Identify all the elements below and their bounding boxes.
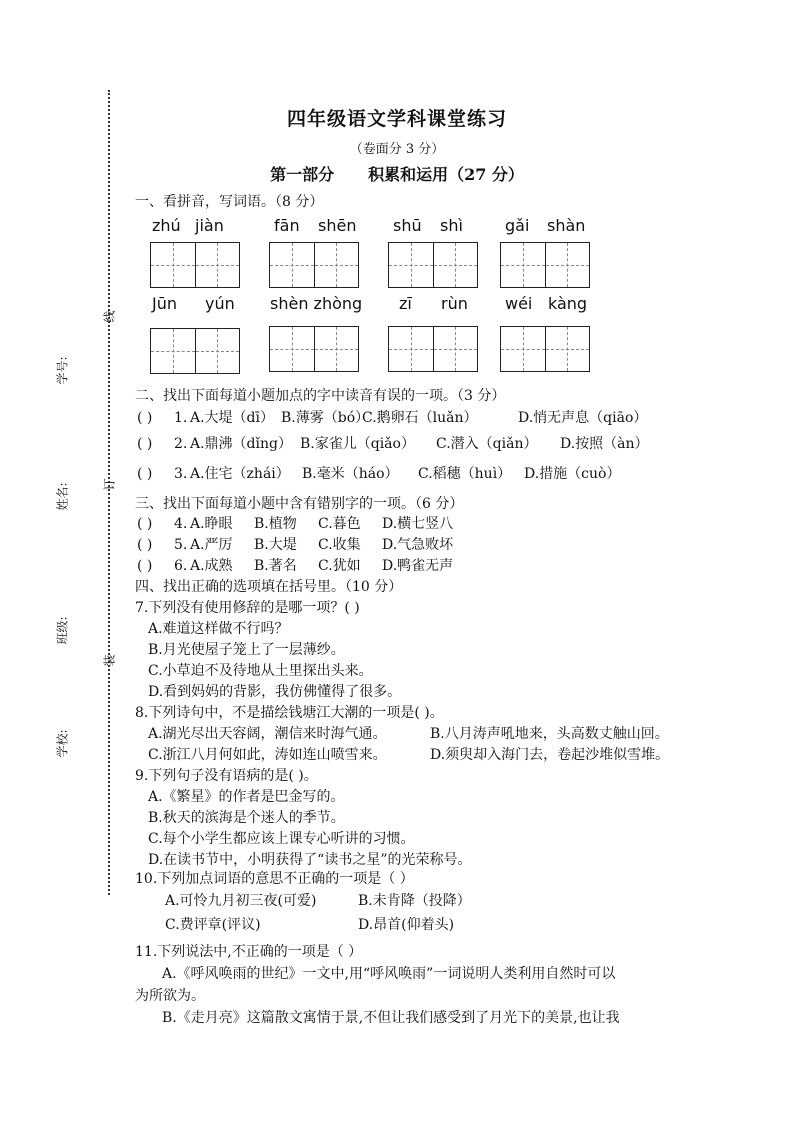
pinyin-label: shàn <box>547 216 586 235</box>
option-c: C.潜入（qiǎn） <box>436 436 538 452</box>
question-number: 1. <box>174 410 188 426</box>
option-a: A.睁眼 <box>190 516 233 532</box>
answer-blank[interactable]: ( ) <box>137 537 153 553</box>
q3-heading: 三、找出下面每道小题中含有错别字的一项。（6 分） <box>135 496 464 512</box>
q1-heading: 一、看拼音，写词语。（8 分） <box>135 194 324 210</box>
option-a: A.大堤（dī） <box>190 410 274 426</box>
option-a: A.住宅（zhái） <box>190 466 290 482</box>
q10-option-d: D.昂首(仰着头) <box>358 917 455 933</box>
option-c: C.犹如 <box>318 558 361 574</box>
pinyin-label: rùn <box>441 294 468 313</box>
q8-option-d: D.须臾却入海门去，卷起沙堆似雪堆。 <box>430 747 670 763</box>
answer-blank[interactable]: ( ) <box>137 516 153 532</box>
pinyin-label: wéi <box>505 294 533 313</box>
option-d: D.悄无声息（qiāo） <box>518 410 648 426</box>
q9-stem: 9.下列句子没有语病的是( )。 <box>135 768 318 784</box>
q8-stem: 8.下列诗句中，不是描绘钱塘江大潮的一项是( )。 <box>135 705 444 721</box>
q9-option-c: C.每个小学生都应该上课专心听讲的习惯。 <box>148 831 415 847</box>
q11-option-a-line2: 为所欲为。 <box>135 988 205 1004</box>
pinyin-label: shū <box>393 216 422 235</box>
question-number: 5. <box>174 537 188 553</box>
option-b: B.毫米（háo） <box>302 466 399 482</box>
q7-option-a: A.难道这样做不行吗？ <box>148 621 289 637</box>
part-heading <box>0 162 794 185</box>
q10-option-b: B.未肯降（投降） <box>358 893 471 909</box>
pinyin-label: kàng <box>548 294 588 313</box>
q7-option-c: C.小草迫不及待地从土里探出头来。 <box>148 663 373 679</box>
pinyin-label: zī <box>399 294 412 313</box>
pinyin-label: fān <box>274 216 300 235</box>
q11-option-a-line1: A.《呼风唤雨的世纪》一文中,用“呼风唤雨”一词说明人类利用自然时可以 <box>162 966 616 982</box>
q8-option-a: A.湖光尽出天容阔，潮信来时海气通。 <box>148 726 387 742</box>
q10-option-c: C.费评章(评议) <box>165 917 261 933</box>
option-a: A.成熟 <box>190 558 233 574</box>
option-c: C.暮色 <box>318 516 361 532</box>
binding-dotted-line <box>108 90 110 895</box>
q10-option-a: A.可怜九月初三夜(可爱) <box>165 893 317 909</box>
writing-grid[interactable] <box>388 242 478 288</box>
option-d: D.横七竖八 <box>382 516 454 532</box>
pinyin-label: yún <box>205 294 235 313</box>
answer-blank[interactable]: ( ) <box>137 558 153 574</box>
question-number: 4. <box>174 516 188 532</box>
q8-option-b: B.八月涛声吼地来，头高数丈触山回。 <box>430 726 669 742</box>
writing-grid[interactable] <box>150 242 240 288</box>
option-a: A.鼎沸（dǐng） <box>190 436 292 452</box>
part-title: 积累和运用（27 分） <box>368 165 524 184</box>
option-b: B.著名 <box>254 558 297 574</box>
margin-label-banji: 班级: <box>55 616 70 645</box>
pinyin-label: shì <box>440 216 463 235</box>
pinyin-label: jiàn <box>195 216 224 235</box>
q9-option-b: B.秋天的滨海是个迷人的季节。 <box>148 810 345 826</box>
question-number: 3. <box>174 466 188 482</box>
pinyin-label: gǎi <box>505 216 530 235</box>
answer-blank[interactable]: ( ) <box>137 466 153 482</box>
margin-label-xuehao: 学号: <box>55 356 70 385</box>
margin-label-zhuang: 装 <box>102 654 117 667</box>
option-b: B.薄雾（bó） <box>281 410 370 426</box>
answer-blank[interactable]: ( ) <box>137 410 153 426</box>
option-d: D.按照（àn） <box>560 436 649 452</box>
option-b: B.家雀儿（qiǎo） <box>300 436 415 452</box>
part-label: 第一部分 <box>270 165 335 184</box>
question-number: 2. <box>174 436 188 452</box>
pinyin-label: shèn zhòng <box>270 294 363 313</box>
writing-grid[interactable] <box>269 242 359 288</box>
writing-grid[interactable] <box>388 326 478 372</box>
option-c: C.鹅卵石（luǎn） <box>362 410 478 426</box>
q11-stem: 11.下列说法中,不正确的一项是（ ） <box>135 944 363 960</box>
question-number: 6. <box>174 558 188 574</box>
q7-stem: 7.下列没有使用修辞的是哪一项？( ) <box>135 600 360 616</box>
page-title: 四年级语文学科课堂练习 <box>286 108 507 130</box>
pinyin-label: Jūn <box>152 294 177 313</box>
option-d: D.措施（cuò） <box>524 466 621 482</box>
q8-option-c: C.浙江八月何如此，涛如连山喷雪来。 <box>148 747 387 763</box>
option-b: B.植物 <box>254 516 297 532</box>
q9-option-d: D.在读书节中，小明获得了“读书之星”的光荣称号。 <box>148 852 472 868</box>
writing-grid[interactable] <box>500 326 590 372</box>
option-a: A.严厉 <box>190 537 233 553</box>
option-d: D.鸭雀无声 <box>382 558 454 574</box>
q2-heading: 二、找出下面每道小题加点的字中读音有误的一项。（3 分） <box>135 388 506 404</box>
margin-label-xian: 线 <box>102 310 117 323</box>
writing-grid[interactable] <box>150 328 240 374</box>
q9-option-a: A.《繁星》的作者是巴金写的。 <box>148 789 345 805</box>
margin-label-xingming: 姓名: <box>55 482 70 511</box>
answer-blank[interactable]: ( ) <box>137 436 153 452</box>
option-c: C.稻穗（huì） <box>418 466 512 482</box>
option-d: D.气急败坏 <box>382 537 454 553</box>
q10-stem: 10.下列加点词语的意思不正确的一项是（ ） <box>135 871 414 887</box>
margin-label-ding: 订 <box>102 478 117 491</box>
option-c: C.收集 <box>318 537 361 553</box>
q7-option-d: D.看到妈妈的背影，我仿佛懂得了很多。 <box>148 684 402 700</box>
q11-option-b-line1: B.《走月亮》这篇散文寓情于景,不但让我们感受到了月光下的美景,也让我 <box>162 1010 620 1026</box>
writing-grid[interactable] <box>500 242 590 288</box>
writing-grid[interactable] <box>269 326 359 372</box>
page-subtitle: （卷面分 3 分） <box>349 142 445 157</box>
q4-heading: 四、找出正确的选项填在括号里。（10 分） <box>135 579 403 595</box>
margin-label-xuexiao: 学校: <box>55 729 70 758</box>
pinyin-label: shēn <box>318 216 357 235</box>
pinyin-label: zhú <box>152 216 181 235</box>
q7-option-b: B.月光使屋子笼上了一层薄纱。 <box>148 642 345 658</box>
option-b: B.大堤 <box>254 537 297 553</box>
